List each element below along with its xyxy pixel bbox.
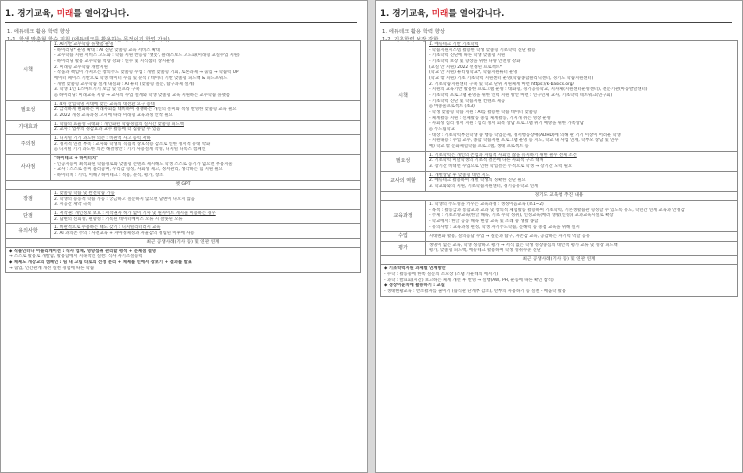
table-row [381, 241, 738, 255]
row-label: 주의점 [6, 135, 51, 155]
content-line: 평가, 맞춤형 피드백, 에듀테크 활용하여 학생 성취수준 진단 [429, 248, 541, 254]
page-title: 1. 경기교육, 미래를 열어갑니다. [380, 7, 732, 23]
document-page-left [0, 0, 368, 473]
content-line: 2. 에듀테크 활용하여 개별 학생의 정확한 진단 필요 [429, 178, 526, 184]
content-line: "하이테크 + 하이터치" [54, 156, 99, 162]
content-line: - 지원의 교육기반 활용한 프로그램 운영 : 대화형, 경기공유학교, 지자체(지원센터운영센터), 전문기관(아동발달센터) [429, 87, 648, 93]
content-line: 1. 디지털 기기 과도한 의존 : 비판적 사고 능력 저하 [54, 136, 151, 142]
page-title: 1. 경기교육, 미래를 열어갑니다. [5, 7, 357, 23]
content-line: - 사회성 심리 정서 지원 : 심리 정서 회복 상담 프로그램 위기 예방을 위한 가족상담 [429, 121, 584, 127]
content-line: 1. 학습의 효율성 극대화 : 개인화된 학습경험의 실시간 맞춤형 피드백 [54, 121, 184, 127]
notes-line: - 생태현황교육 : 반소활자를 줄이기 (습식관 단계부 감소), 탄뿌의 사용하기 등 실천 - 배움학 활용 [384, 288, 566, 294]
content-line: - 개별 맞춤형 교수학습 설계 내실화 : AI 튜터 (맞춤형 질문, 탐구과제 설계) [54, 81, 195, 87]
table-row [381, 171, 738, 191]
row-content [51, 189, 361, 209]
content-line: 2. 답변의 신뢰성, 편향성 : 기록된 데이터베이스 오류 시 잘못된 오류 [54, 216, 183, 222]
notes-row [6, 247, 361, 273]
section-row-gpt [6, 180, 361, 189]
content-line: - 교수학습 지원 서비스 고도화 : 학습 지원 반응형 '챗봇', 클래스보드 고도화(미래형 교실수업 지원) [54, 53, 240, 59]
content-line: 3. 장기간 비대면 수업으로 인한 학업결손 누적으로 학생 → 장기간 노력 필요 [429, 164, 573, 170]
content-line: - 학습지원시스템 활용한 학생 맞춤형 기초학력 진단 활용 [429, 47, 536, 53]
content-line: - 기초학력 프로그램 운영을 위한 인력 지원 방안 마련 : 연구년제 교사, 기초학력 네트워크(연구회) [429, 93, 613, 99]
notes-content [6, 247, 361, 273]
content-line: 에이터 페이스 기반으로 학생 데이터 수집 및 분석 / 데이터 기반 맞춤형 피드백 & 피드포워드 [54, 76, 228, 82]
content-line: - 하이터치 : 기억, 이해 / 하이테크 : 적용, 분석, 평가, 창조 [54, 173, 164, 179]
notes-line: ◆ 기초학력지원 과제별 연계방안 [384, 266, 446, 272]
content-line: 2. 정서적 연결 부족 : 교사와 학생의 직접적 상호작용 감소로 인한 정서적 유대 약화 [54, 141, 211, 147]
content-line: 2. 미래형 교수학습 개발지원 [54, 64, 108, 70]
section-row-label: 최근 공생사례(기사 등) 및 연관 연계 [381, 256, 738, 265]
document-page-right [375, 0, 743, 473]
section-heading: 1. 에듀테크 활용 학력 향상 1-1. 학생 맞춤형 학습 지원 (에듀테크를 활용하는 목적이기 학업 가치) [7, 29, 170, 43]
table-row [6, 120, 361, 134]
content-line: 2. 급격하게 변화하는 미래사회를 대비하여 경쟁하는 개인의 흥미와 적성 반영한 맞춤형 교육 필요 [54, 107, 237, 113]
table-row [381, 200, 738, 231]
content-line: - 하이러닝* 운영 확대 : AI 진단 맞춤형 교육 서비스 확대 [54, 47, 161, 53]
policy-table [380, 40, 738, 297]
content-line: 1. 에듀테크 기반 기초학력 [429, 42, 479, 47]
row-content [426, 171, 738, 191]
row-label: 필요성 [6, 100, 51, 120]
content-line: 3. 학생 1인 1스마트기기 보급 및 인프라 구축 [54, 87, 140, 93]
content-line: 1. 저작권: 개인정보 보호 : 저작권자 허가 없이 기사 및 원사이트 게시물 이용하는 경우 [54, 210, 216, 216]
content-line: - 목적 : 활동급과 통합교과 교과 및 창의적 체험활동 활용하여 기초학력, 기본생활습관 형성할 수 있도록 유도, 학년간 연계 교육과 안정감 [429, 207, 685, 213]
row-content [51, 209, 361, 223]
content-line: 2. AI 과의존 주의 : 사전교육 + 자아정체성과 자율감의 정립된 이후에 사용 [54, 230, 195, 236]
content-line: - 학교에서: 한글 공동 해독 현장 교육 및 조례 중 생활 종합 [429, 218, 539, 224]
row-content [426, 232, 738, 242]
policy-table [5, 40, 361, 273]
row-content [426, 151, 738, 171]
table-row [6, 155, 361, 181]
table-row [381, 151, 738, 171]
row-content [51, 100, 361, 120]
row-label: 필요성 [381, 151, 426, 171]
section-row-news [381, 256, 738, 265]
table-row [6, 135, 361, 155]
content-line: 2. 기초학력 미달학생의 기초적 결손에 다른 사회적 구조 대처 [429, 158, 544, 164]
notes-line: → 스스로 활용로 개발함, 활용함에서 지속적인 실천: 식사 자기조절능력 [9, 254, 143, 260]
section-row-news [6, 238, 361, 247]
content-line: - 인공지능이 최적화된 학습경로와 맞춤형 콘텐츠 제시해도 학생 스스로 동기가 없으면 무용지물 [54, 161, 233, 167]
content-line: - 유의사항 : 교육과정 편성, 학생 자기주도학습, 문해력 등 중점 교육을 위해 실시 [429, 224, 580, 230]
content-line: (학교 안 지원) 튜티링학교*, 학습지원튜터 운영 [429, 70, 518, 76]
row-content [51, 41, 361, 101]
content-line: 3. 2022 개정 교육과정 고시에 따라 미래형 교육과정 안착 필요 [54, 113, 173, 119]
content-line: ◎ 하이러닝: 미래교육 지향 → 교사의 수업 설계와 학생 맞춤형 교육 지원하는 교수학습 플랫폼 [54, 93, 230, 99]
row-content [51, 155, 361, 181]
row-content [426, 241, 738, 255]
content-line: 생명이 없는 교육, 학생 성장하고 평가 → 서식 없는 학생 성장중심의 대안적 평가 교류 및 성장 피드백 [429, 242, 618, 248]
row-label: 단점 [6, 209, 51, 223]
table-row [381, 232, 738, 242]
content-line: ◎ 마중물프로젝트 (초3) [429, 104, 475, 110]
section-row-curriculum [381, 191, 738, 200]
notes-line: ◆ 체제도 개강교의 캠페인 : 팀 내 고립 타로의 선정 분리 + 체제를 인에서 장보기 + 결과를 발표 [9, 259, 192, 265]
row-label: 시책 [381, 41, 426, 152]
row-label: 장점 [6, 189, 51, 209]
row-label: 유의사항 [6, 224, 51, 238]
section-row-label: 경기도 교육청 추진 내용 [381, 191, 738, 200]
notes-row [381, 265, 738, 296]
content-line: ◎ 디지털 기기 과도한 의존 해결방안 : 기기 사용설계 작성, 디지털 디톡스 캠페인 [54, 147, 206, 153]
content-line: 1. 개별상담 후 맞춤형 대면 지도 [429, 172, 490, 178]
content-line: 1. 학생의 주도성을 키우는 교육과정 : 생성이음교육 (초1~2) [429, 201, 544, 207]
content-line: - 학생 맞춤형 학습 지원 : AI를 활용한 학습 데이터 맞춤형 [429, 110, 538, 116]
section-row-label: 최근 공생사례(기사 등) 및 연관 연계 [6, 238, 361, 247]
content-line: - 하이러닝 활용 교수학습 역량 강화 : 연수 및 지식샘터 상시운영 [54, 59, 175, 65]
row-content [51, 135, 361, 155]
row-content [51, 224, 361, 238]
content-line: 1. AI기반 교수학습 플랫폼 운영 [54, 42, 114, 47]
notes-line: → 협업, 인간관계 개선 실천 경험에 따른 학습 [9, 265, 95, 271]
row-label: 수업 [381, 232, 426, 242]
section-row-label: 챗 GPT [6, 180, 361, 189]
table-row [6, 209, 361, 223]
section-heading: 1. 에듀테크 활용 학력 향상 1-2. 기초학력 보장 강화 [382, 29, 445, 43]
row-label: 기대효과 [6, 120, 51, 134]
content-line: 예) 학교 밖 문화체험학습 프로그램, 생태 프로젝트 등 [429, 144, 529, 150]
table-row [381, 41, 738, 152]
notes-content [381, 265, 738, 296]
content-line: (학교 밖 지원) 기초 기초학력 지원센터 운영(학습종합클리닉센터, 경기도 학습지원센터) [429, 76, 594, 82]
row-content [426, 41, 738, 152]
content-line: 1. 비판적으로 수용하는 태도 갖기 : 디지털리터러시 교육 [54, 225, 161, 231]
table-row [6, 41, 361, 101]
row-content [426, 200, 738, 231]
content-line: 2. 교사 : 업무의 경감효과 교수 활동에 더 집중할 수 있음 [54, 127, 161, 133]
row-label: 평가 [381, 241, 426, 255]
content-line: ◎ 두드림학교 [429, 127, 455, 133]
content-line: (교실 안 지원) 2022 선정된 프로젝트* [429, 64, 503, 70]
table-row [6, 100, 361, 120]
row-content [51, 120, 361, 134]
content-line: 시대변화 활용, 질의응답 수업 → 질문과 탐구, 자존감 교육, 공감하는 자기력 역할 공유 [429, 233, 591, 239]
content-line: - 기초학력 진단에 따른 학생 맞춤형 지원 [429, 53, 506, 59]
content-line: - 교사 : 스스로 흥미 불러놓며, 우리감 형성, 사회성 제고, 정서관리, 생각하는 힘 지원 필요 [54, 167, 223, 173]
notes-line: ◆ 경상이윤치에 활용하기 : 교실 [384, 283, 445, 289]
table-row [6, 189, 361, 209]
content-line: - 지원내용 : 수업 교수, 종합 학습지원 프로그램 운영 등 지도, 학교 내 사업 연계, 학부모 상담 및 연수 [429, 138, 619, 144]
row-label: 교육과정 [381, 200, 426, 231]
row-label: 교사의 역할 [381, 171, 426, 191]
content-line: 1. 4차 산업혁명 시대에 맞는 교육의 대전환 요구 증대 [54, 101, 155, 107]
notes-line: - 수학 : 활동중에 한쪽 질문의 소모상 (스탬 가운데의 에서기) [384, 271, 499, 277]
content-line: 3. 시공간 제약 극복 [54, 202, 92, 208]
row-label: 사사점 [6, 155, 51, 181]
content-line: 1. 맞춤형 학습 및 완전학습 가능 [54, 190, 115, 196]
row-label: 시책 [6, 41, 51, 101]
content-line: - 기초학력 진단 및 학습지원 컨텐츠 제공 [429, 98, 506, 104]
content-line: 3. 학교와와의 지원, 기초학습지원센터, 경기공유학교 연계 [429, 184, 539, 190]
content-line: - 대상 : 기초학력부진학생 중 행동 학업문제, 정서행동장애(ADHD)에 의해 판 기기 이상이 어려운 학생 [429, 132, 621, 138]
notes-line: ◆ 직풀인터나 어플리케이션 : 식사 업체, 영양섭취 관리할 평석 + 문제점 설명 [9, 248, 157, 254]
content-line: 2. 기초학습지원센터 구축 및 학교 단위 지원체계 마련 https://k-basics.org/ [429, 81, 574, 87]
table-row [6, 224, 361, 238]
content-line: - 기초학력 보장 및 향상을 위한 다양 안전망 강화 [429, 59, 521, 65]
content-line: 1. 기초학력은 개인의 존엄과 자립적 사회인 삶을 유지하기 위한 필수 전제 조건 [429, 152, 577, 158]
content-line: - 작품과 책임이 가져오는 창의주도 맞춤형 수업 : 개별 맞춤형 기회, 토론과제 → 출입 → 학습력 UP [54, 70, 239, 76]
content-line: - 체계활동 지원 : 신체활동 중심 체계활동, 기지개 쉬는 영상 운영 [429, 115, 551, 121]
content-line: - 주제 : 기초소양교육(한글 해독, 기초 수학 성취), 인성교육(배려 생활(인성)) 교과교육시설로 확장 [429, 213, 614, 219]
notes-line: - 과학 : 발표회(시간) 보고하는 체계 개선 후 반영 → 실행(AW, PH, 운동에 따른 확인 참석) [384, 277, 554, 283]
content-line: 2. 학생의 능동적 학습 가능 : 궁금하고 질문하지 않으면 답변이 나오지 않음 [54, 196, 195, 202]
